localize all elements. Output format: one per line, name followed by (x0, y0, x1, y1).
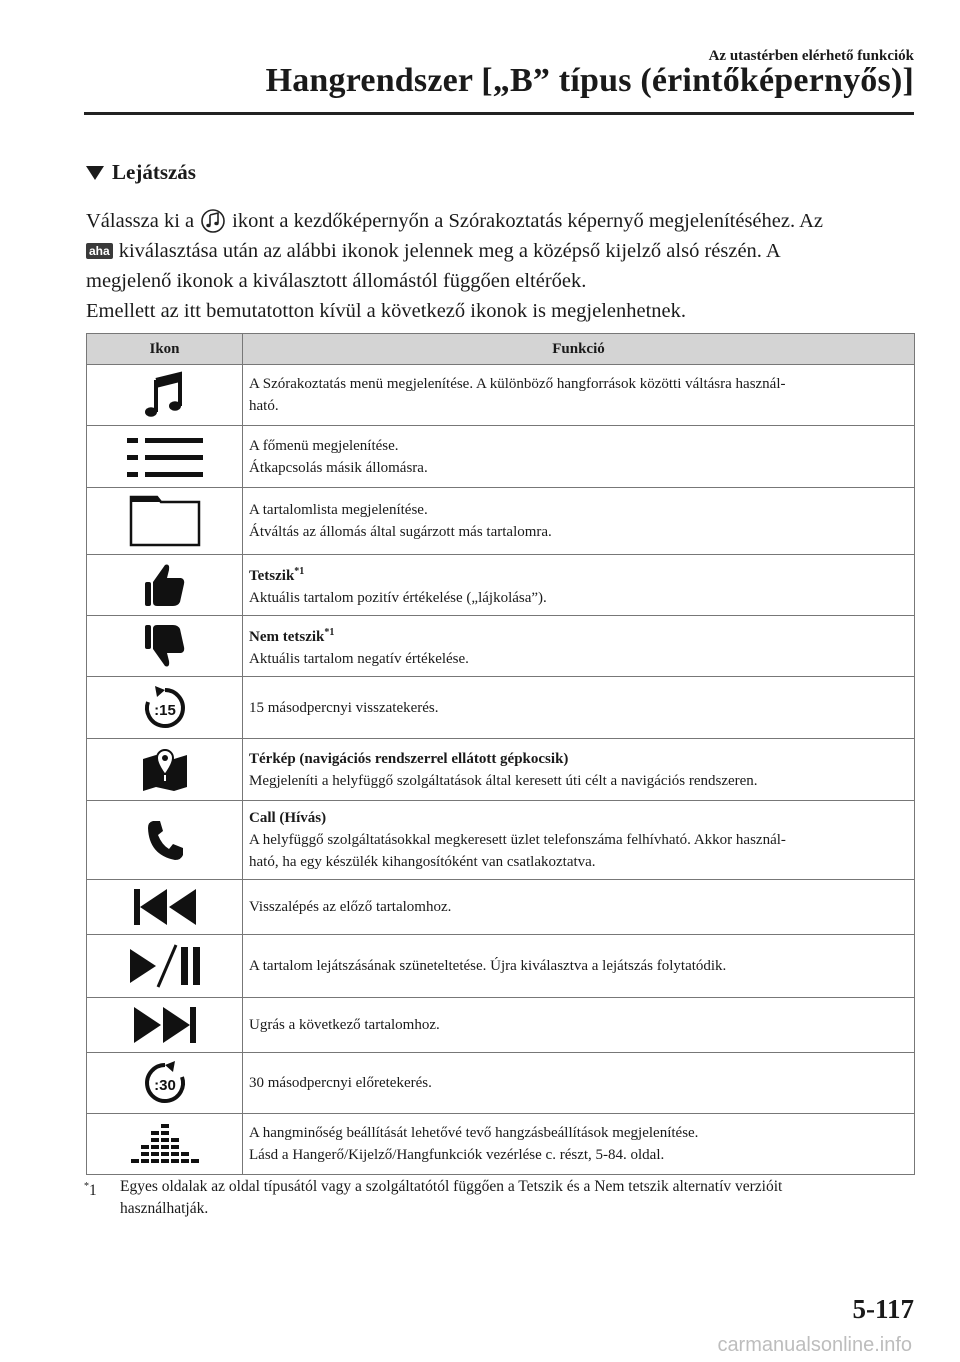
function-line-1: Visszalépés az előző tartalomhoz. (249, 899, 452, 915)
function-line-1: A tartalomlista megjelenítése. (249, 502, 428, 518)
function-line-2: Átkapcsolás másik állomásra. (249, 459, 428, 476)
icon-function-table (86, 333, 915, 1175)
function-cell (243, 488, 915, 555)
table-row (87, 365, 915, 426)
table-row (87, 1114, 915, 1175)
folder-icon (129, 495, 201, 547)
rewind-15-icon (141, 684, 189, 732)
footnote-number: 1 (89, 1182, 97, 1200)
icon-cell (87, 677, 243, 739)
icon-cell (87, 426, 243, 488)
map-pin-icon (140, 747, 190, 793)
thumbs-down-icon (143, 623, 187, 669)
table-row (87, 1053, 915, 1114)
function-line-2: Lásd a Hangerő/Kijelző/Hangfunkciók vezérlése c. részt, 5-84. oldal. (249, 1147, 665, 1163)
table-row (87, 488, 915, 555)
forward-30-label: :30 (153, 1077, 176, 1094)
function-cell (243, 801, 915, 880)
col-header-icon: Ikon (87, 334, 243, 365)
function-cell (243, 739, 915, 801)
intro-text-3: megjelenő ikonok a kiválasztott állomástól függően eltérőek. (86, 270, 587, 292)
music-note-icon (140, 370, 190, 420)
triangle-bullet-icon (86, 166, 104, 180)
function-line-1: A Szórakoztatás menü megjelenítése. A különböző hangforrások közötti váltásra használ- (249, 376, 786, 392)
function-title: Térkép (navigációs rendszerrel ellátott gépkocsik) (249, 750, 569, 767)
function-cell (243, 1114, 915, 1175)
footnote-ref: *1 (324, 627, 335, 638)
icon-cell (87, 998, 243, 1053)
skip-forward-icon (132, 1005, 198, 1045)
function-line-2: Átváltás az állomás által sugárzott más tartalomra. (249, 524, 552, 540)
function-line-2: ható, ha egy készülék kihangosítóként van csatlakoztatva. (249, 854, 596, 870)
function-line-1: A hangminőség beállítását lehetővé tevő hangzásbeállítások megjelenítése. (249, 1125, 699, 1141)
function-line-2: ható. (249, 398, 279, 414)
page-title: Hangrendszer [„B” típus (érintőképernyős)] (265, 62, 914, 99)
table-row (87, 935, 915, 998)
icon-cell (87, 1114, 243, 1175)
function-cell (243, 935, 915, 998)
footnote-ref: *1 (294, 566, 305, 577)
aha-badge: aha (86, 243, 113, 259)
function-cell (243, 365, 915, 426)
forward-30-icon (141, 1059, 189, 1107)
table-row (87, 801, 915, 880)
table-row (87, 555, 915, 616)
function-cell (243, 677, 915, 739)
function-line-1: 30 másodpercnyi előretekerés. (249, 1075, 432, 1091)
icon-cell (87, 880, 243, 935)
footnote (84, 1176, 914, 1220)
phone-icon (145, 818, 185, 862)
function-cell (243, 998, 915, 1053)
intro-paragraph (86, 206, 916, 326)
function-title-text: Tetszik (249, 568, 295, 584)
table-row (87, 677, 915, 739)
equalizer-icon (131, 1120, 199, 1168)
footnote-line-2: használhatják. (120, 1200, 209, 1217)
function-line-1: Aktuális tartalom negatív értékelése. (249, 651, 469, 667)
rewind-15-label: :15 (153, 701, 176, 719)
table-row (87, 616, 915, 677)
footnote-line-1: Egyes oldalak az oldal típusától vagy a szolgáltatótól függően a Tetszik és a Nem tetszik alternatív verzióit (120, 1178, 783, 1195)
table-row (87, 998, 915, 1053)
footnote-body (120, 1176, 782, 1220)
function-line-1: A főmenü megjelenítése. (249, 437, 399, 454)
function-title (249, 622, 908, 648)
function-line-1: A helyfüggő szolgáltatásokkal megkeresett üzlet telefonszáma felhívható. Akkor használ- (249, 832, 786, 848)
page-number: 5-117 (852, 1294, 914, 1324)
function-cell (243, 616, 915, 677)
function-line-1: Ugrás a következő tartalomhoz. (249, 1017, 440, 1033)
icon-cell (87, 555, 243, 616)
function-cell (243, 880, 915, 935)
menu-list-icon (125, 435, 205, 479)
icon-cell (87, 488, 243, 555)
footnote-marker (84, 1176, 120, 1220)
intro-text-1b: ikont a kezdőképernyőn a Szórakoztatás képernyő megjelenítéséhez. Az (232, 210, 824, 232)
intro-text-1a: Válassza ki a (86, 210, 195, 232)
table-header-row (87, 334, 915, 365)
table-row (87, 739, 915, 801)
thumbs-up-icon (143, 562, 187, 608)
intro-text-2: kiválasztása után az alábbi ikonok jelennek meg a középső kijelző alsó részén. A (118, 240, 781, 262)
table-row (87, 426, 915, 488)
icon-cell (87, 739, 243, 801)
header-rule (84, 112, 914, 115)
section-heading-text: Lejátszás (112, 160, 196, 184)
col-header-function: Funkció (243, 334, 915, 365)
function-title: Call (Hívás) (249, 810, 327, 826)
icon-cell (87, 1053, 243, 1114)
function-cell (243, 1053, 915, 1114)
intro-text-4: Emellett az itt bemutatotton kívül a következő ikonok is megjelenhetnek. (86, 300, 687, 322)
icon-cell (87, 365, 243, 426)
function-line-1: 15 másodpercnyi visszatekerés. (249, 699, 439, 716)
skip-back-icon (132, 887, 198, 927)
function-line-1: Aktuális tartalom pozitív értékelése („lájkolása”). (249, 590, 547, 606)
play-pause-icon (128, 943, 202, 989)
function-cell (243, 555, 915, 616)
icon-cell (87, 935, 243, 998)
music-note-inline-icon (200, 206, 226, 236)
table-row (87, 880, 915, 935)
footnote-asterisk: * (84, 1181, 89, 1192)
watermark: carmanualsonline.info (717, 1334, 912, 1356)
icon-cell (87, 801, 243, 880)
icon-cell (87, 616, 243, 677)
function-title-text: Nem tetszik (249, 629, 325, 645)
function-line-1: Megjeleníti a helyfüggő szolgáltatások által keresett úti célt a navigációs rendszeren. (249, 772, 758, 789)
function-line-1: A tartalom lejátszásának szüneteltetése. Újra kiválasztva a lejátszás folytatódik. (249, 958, 727, 974)
section-heading (86, 160, 196, 185)
function-title (249, 561, 908, 587)
running-header-section: Az utastérben elérhető funkciók (708, 48, 914, 64)
function-cell (243, 426, 915, 488)
